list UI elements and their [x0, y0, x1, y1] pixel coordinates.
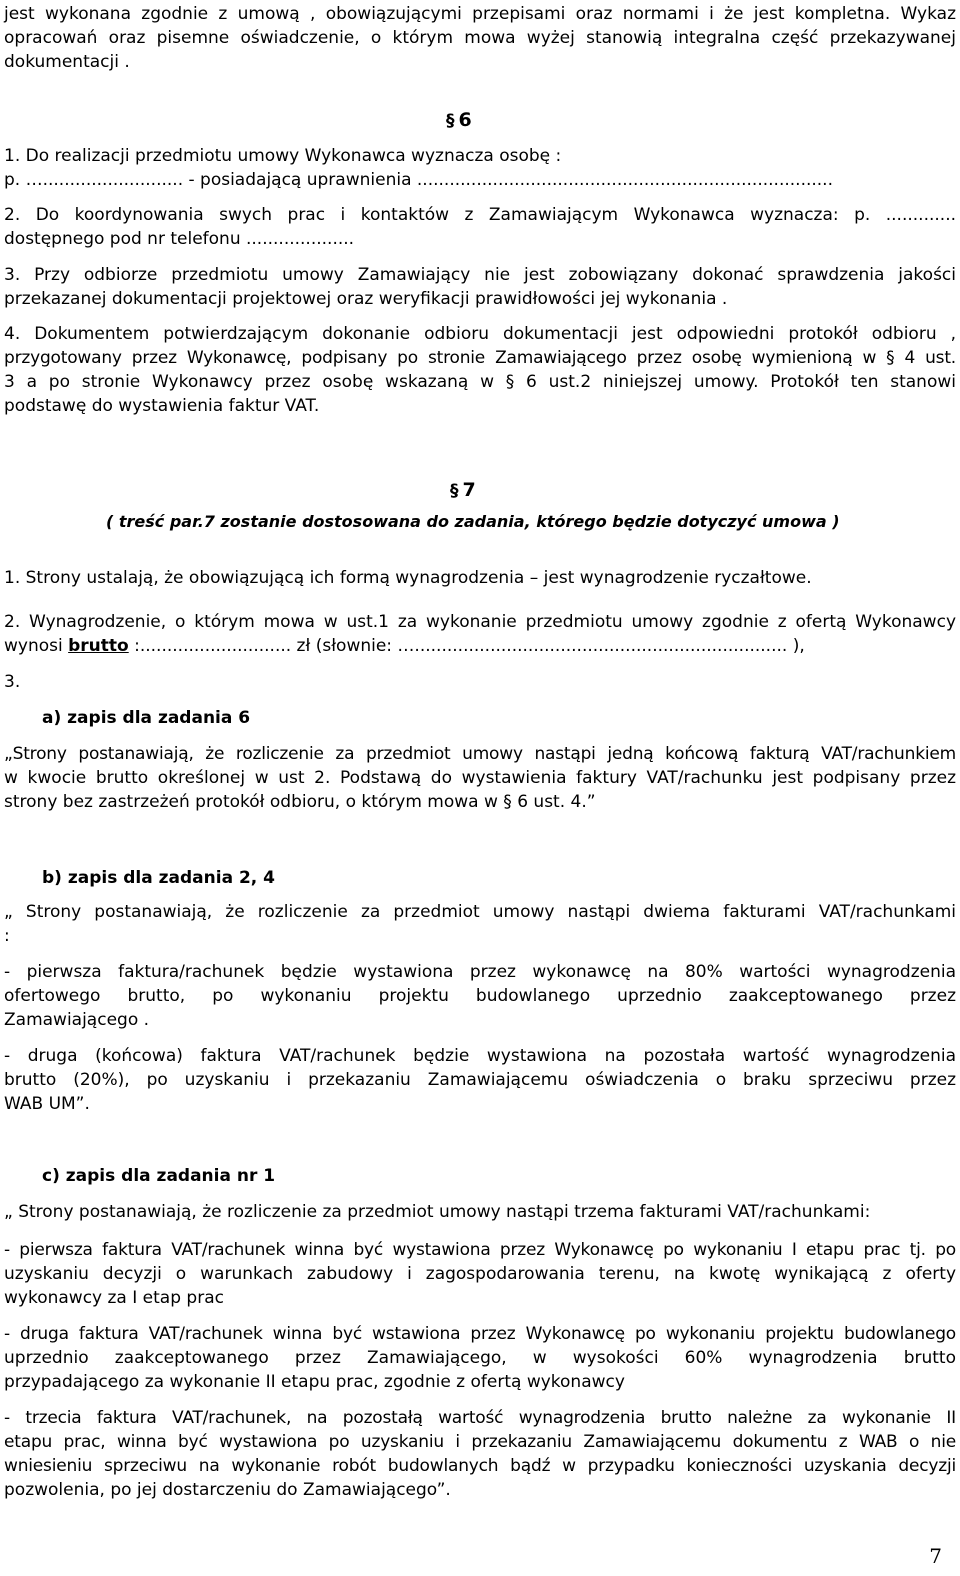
amount-suffix: :............................ zł (słownie: …..................................................................... ),	[128, 636, 805, 656]
s6-line-9: 3 a po stronie Wykonawcy przez osobę wskazaną w § 6 ust.2 niniejszej umowy. Protokół ten stanowi	[4, 372, 956, 392]
intro-line-2: opracowań oraz pisemne oświadczenie, o którym mowa wyżej stanowią integralna część przekazywanej	[4, 28, 956, 48]
option-b-line-5: Zamawiającego .	[4, 1010, 150, 1030]
amount-prefix: wynosi	[4, 636, 69, 656]
section-7-note: ( treść par.7 zostanie dostosowana do zadania, którego będzie dotyczyć umowa )	[106, 512, 840, 531]
option-c-line-8: - trzecia faktura VAT/rachunek, na pozostałą wartość wynagrodzenia brutto należne za wykonanie II	[4, 1408, 956, 1428]
option-a-heading: a) zapis dla zadania 6	[42, 708, 251, 728]
s6-line-2: p. ….......................... - posiadającą uprawnienia .............................................................................	[4, 170, 833, 190]
brutto-label: brutto	[68, 636, 129, 656]
option-b-line-3: - pierwsza faktura/rachunek będzie wystawiona przez wykonawcę na 80% wartości wynagrodzenia	[4, 962, 956, 982]
s6-line-6: przekazanej dokumentacji projektowej oraz weryfikacji prawidłowości jej wykonania .	[4, 289, 728, 309]
option-b-line-1: „ Strony postanawiają, że rozliczenie za przedmiot umowy nastąpi dwiema fakturami VAT/rachunkami	[4, 902, 956, 922]
paragraph-mark: §	[446, 111, 455, 131]
option-b-line-2: :	[4, 926, 10, 946]
option-c-line-7: przypadającego za wykonanie II etapu prac, zgodnie z ofertą wykonawcy	[4, 1372, 625, 1392]
option-c-line-1: „ Strony postanawiają, że rozliczenie za przedmiot umowy nastąpi trzema fakturami VAT/rachunkami:	[4, 1202, 871, 1222]
option-c-line-6: uprzednio zaakceptowanego przez Zamawiającego, w wysokości 60% wynagrodzenia brutto	[4, 1348, 956, 1368]
section-7-number: 7	[462, 479, 476, 501]
s6-line-7: 4. Dokumentem potwierdzającym dokonanie odbioru dokumentacji jest odpowiedni protokół odbioru ,	[4, 324, 956, 344]
s6-line-5: 3. Przy odbiorze przedmiotu umowy Zamawiający nie jest zobowiązany dokonać sprawdzenia jakości	[4, 265, 956, 285]
page-number: 7	[929, 1544, 942, 1568]
option-a-line-2: w kwocie brutto określonej w ust 2. Podstawą do wystawienia faktury VAT/rachunku jest podpisany przez	[4, 768, 956, 788]
s6-line-10: podstawę do wystawienia faktur VAT.	[4, 396, 320, 416]
option-c-heading: c) zapis dla zadania nr 1	[42, 1166, 276, 1186]
intro-line-1: jest wykonana zgodnie z umową , obowiązującymi przepisami oraz normami i że jest kompletna. Wykaz	[4, 4, 956, 24]
option-b-line-4: ofertowego brutto, po wykonaniu projektu budowlanego uprzednio zaakceptowanego przez	[4, 986, 956, 1006]
option-c-line-10: wniesieniu sprzeciwu na wykonanie robót budowlanych bądź w przypadku konieczności uzyskania decyzji	[4, 1456, 956, 1476]
option-c-line-3: uzyskaniu decyzji o warunkach zabudowy i zagospodarowania terenu, na kwotę wynikającą z oferty	[4, 1264, 956, 1284]
s7-paragraph-2-line-1: 2. Wynagrodzenie, o którym mowa w ust.1 za wykonanie przedmiotu umowy zgodnie z ofertą Wykonawcy	[4, 612, 956, 632]
s7-paragraph-1: 1. Strony ustalają, że obowiązującą ich formą wynagrodzenia – jest wynagrodzenie ryczałtowe.	[4, 568, 812, 588]
s6-line-1: 1. Do realizacji przedmiotu umowy Wykonawca wyznacza osobę :	[4, 146, 562, 166]
option-b-line-7: brutto (20%), po uzyskaniu i przekazaniu Zamawiającemu oświadczenia o braku sprzeciwu przez	[4, 1070, 956, 1090]
section-7-heading	[450, 478, 476, 503]
option-a-line-3: strony bez zastrzeżeń protokół odbioru, o którym mowa w § 6 ust. 4.”	[4, 792, 596, 812]
option-a-line-1: „Strony postanawiają, że rozliczenie za przedmiot umowy nastąpi jedną końcową fakturą VAT/rachunkiem	[4, 744, 956, 764]
s6-line-3: 2. Do koordynowania swych prac i kontaktów z Zamawiającym Wykonawca wyznacza: p. .............	[4, 205, 956, 225]
intro-line-3: dokumentacji .	[4, 52, 130, 72]
paragraph-mark: §	[450, 481, 459, 501]
option-b-line-8: WAB UM”.	[4, 1094, 90, 1114]
option-c-line-9: etapu prac, winna być wystawiona po uzyskaniu i przekazaniu Zamawiającemu dokumentu z WAB o nie	[4, 1432, 956, 1452]
option-b-line-6: - druga (końcowa) faktura VAT/rachunek będzie wystawiona na pozostała wartość wynagrodzenia	[4, 1046, 956, 1066]
option-c-line-4: wykonawcy za I etap prac	[4, 1288, 224, 1308]
s6-line-8: przygotowany przez Wykonawcę, podpisany po stronie Zamawiającego przez osobę wymienioną w § 4 ust.	[4, 348, 956, 368]
section-6-heading	[446, 108, 472, 133]
section-6-number: 6	[458, 109, 472, 131]
option-b-heading: b) zapis dla zadania 2, 4	[42, 868, 276, 888]
s7-paragraph-2-line-2	[4, 634, 956, 658]
option-c-line-5: - druga faktura VAT/rachunek winna być wstawiona przez Wykonawcę po wykonaniu projektu budowlanego	[4, 1324, 956, 1344]
s7-paragraph-3: 3.	[4, 672, 21, 692]
option-c-line-2: - pierwsza faktura VAT/rachunek winna być wystawiona przez Wykonawcę po wykonaniu I etapu prac tj. po	[4, 1240, 956, 1260]
option-c-line-11: pozwolenia, po jej dostarczeniu do Zamawiającego”.	[4, 1480, 451, 1500]
s6-line-4: dostępnego pod nr telefonu ....................	[4, 229, 355, 249]
